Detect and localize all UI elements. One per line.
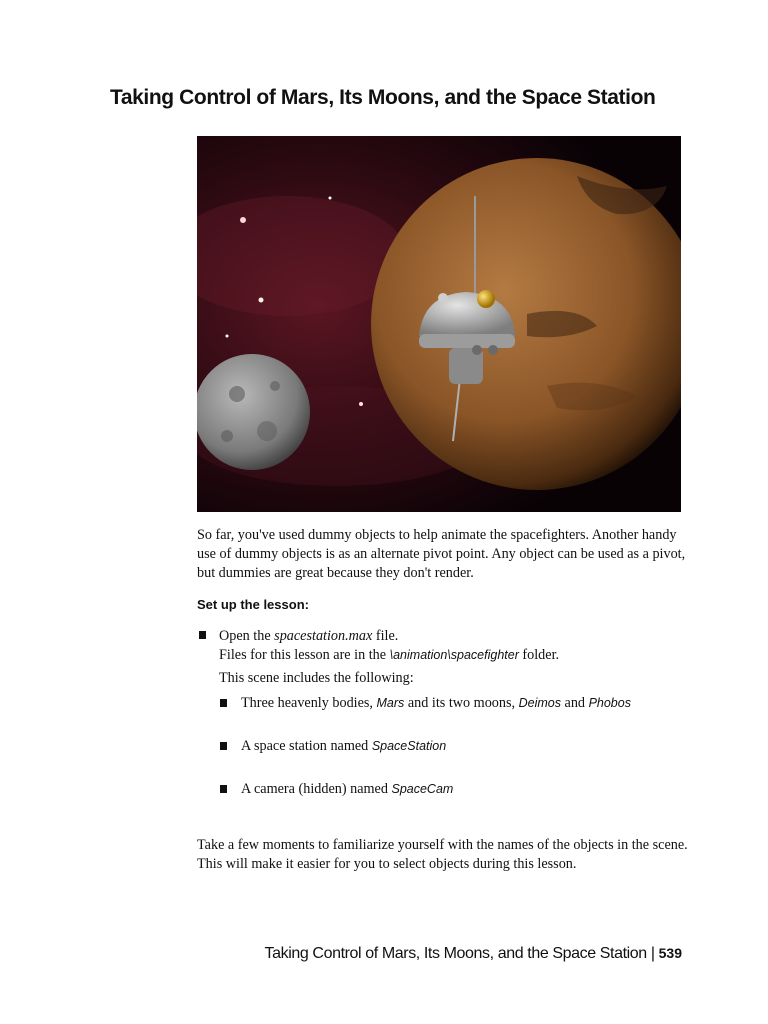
page-number: 539 bbox=[658, 945, 682, 961]
setup-heading: Set up the lesson: bbox=[197, 597, 309, 612]
star bbox=[240, 217, 246, 223]
folder-path: \animation\spacefighter bbox=[389, 648, 519, 662]
star bbox=[359, 402, 363, 406]
object-name: Deimos bbox=[518, 696, 561, 710]
list-item bbox=[241, 694, 631, 713]
bullet-square bbox=[220, 742, 227, 750]
file-name: spacestation.max bbox=[274, 628, 373, 644]
step-text: Open the bbox=[219, 628, 275, 644]
item-text: Three heavenly bodies, bbox=[241, 695, 377, 711]
page-footer bbox=[265, 945, 682, 963]
star bbox=[226, 335, 229, 338]
object-name: Mars bbox=[376, 696, 405, 710]
step-files-location bbox=[219, 646, 559, 665]
list-item bbox=[241, 780, 453, 799]
scene-image bbox=[197, 136, 681, 512]
bullet-square bbox=[220, 785, 227, 793]
step-includes: This scene includes the following: bbox=[219, 670, 414, 686]
item-text: and its two moons, bbox=[404, 695, 519, 711]
page-title: Taking Control of Mars, Its Moons, and the Space Station bbox=[110, 86, 656, 109]
step-text: file. bbox=[372, 628, 399, 644]
star bbox=[329, 197, 332, 200]
footer-title: Taking Control of Mars, Its Moons, and the Space Station | bbox=[264, 945, 659, 962]
mars-scene-illustration bbox=[197, 136, 681, 512]
object-name: Phobos bbox=[588, 696, 631, 710]
step-text: folder. bbox=[518, 647, 560, 663]
star bbox=[259, 298, 264, 303]
bullet-square bbox=[199, 631, 206, 639]
bullet-square bbox=[220, 699, 227, 707]
item-text: and bbox=[560, 695, 589, 711]
intro-paragraph: So far, you've used dummy objects to help animate the spacefighters. Another handy use of dummy objects is as an alternate pivot point. Any object can be used as a pivot, but dummies are great because they don't render. bbox=[197, 527, 686, 581]
moon bbox=[197, 354, 310, 470]
item-text: A camera (hidden) named bbox=[241, 781, 392, 797]
step-open-file bbox=[219, 627, 398, 646]
step-text: Files for this lesson are in the bbox=[219, 647, 390, 663]
object-name: SpaceStation bbox=[371, 739, 447, 753]
item-text: A space station named bbox=[241, 738, 372, 754]
closing-paragraph: Take a few moments to familiarize yourself with the names of the objects in the scene. This will make it easier for you to select objects during this lesson. bbox=[197, 837, 688, 872]
object-name: SpaceCam bbox=[391, 782, 454, 796]
list-item bbox=[241, 737, 446, 756]
